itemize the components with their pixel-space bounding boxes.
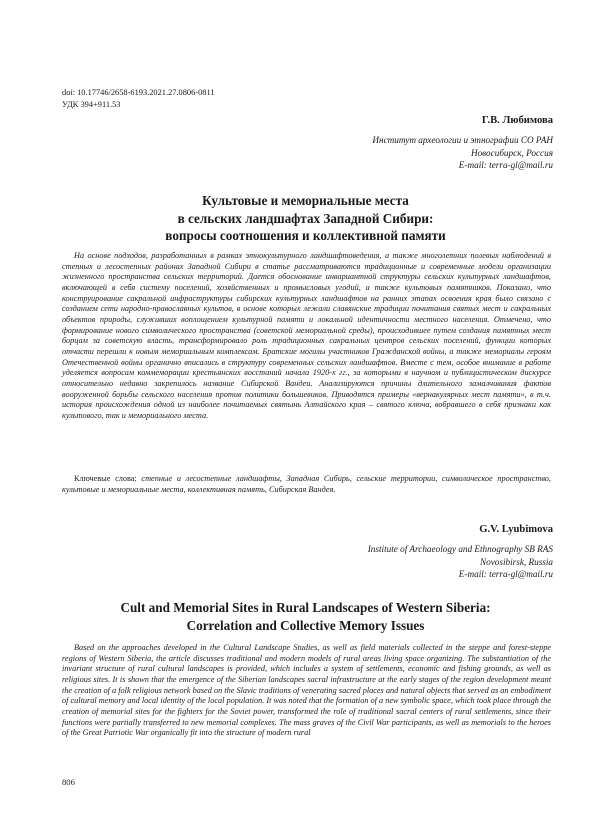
udk-text: УДК 394+911.53 [62, 100, 121, 109]
author-name-ru: Г.В. Любимова [481, 115, 553, 126]
affiliation-city-en: Novosibirsk, Russia [480, 556, 553, 567]
affiliation-email-ru[interactable]: E-mail: terra-gl@mail.ru [458, 160, 553, 171]
affiliation-en [368, 543, 553, 581]
affiliation-institute-en: Institute of Archaeology and Ethnography SB RAS [367, 544, 553, 554]
page-number: 806 [62, 777, 75, 787]
title-line: Культовые и мемориальные места [202, 193, 409, 208]
abstract-ru: На основе подходов, разработанных в рамках этнокультурного ландшафтоведения, а также многолетних полевых наблюдений в степных и лесостепных районах Западной Сибири в статье рассматриваются традиционные и современные модели организации жизненного пространства сельских территорий. Дается обоснование инвариантной структуры сельских культурных ландшафтов, включающей в себя систему поселений, хозяйственных и промысловых угодий, а также культовых памятников. Показано, что конструирование сакральной инфраструктуры сибирских культурных ландшафтов на ранних этапах освоения края было связано с созданием сети народно-православных культов, в основе которых лежали славянские традиции почитания святых мест и сакральных объектов природы, служивших воплощением культурной памяти и локальной идентичности местного населения. Отмечено, что формирование нового символического пространства (советской мемориальной среды), происходившее путем создания памятных мест борцам за советскую власть, трансформировало роль традиционных сакральных центров сельских поселений, функции которых отчасти перешли к новым мемориальным комплексам. Братские могилы участников Гражданской войны, а также мемориалы героям Отечественной войны органично вписались в структуру современных сельских ландшафтов. Вместе с тем, особое внимание в работе уделяется вопросам коммеморации крестьянских восстаний начала 1920-х гг., за которыми в научном и публицистическом дискурсе относительно недавно закрепилось название Сибирской Вандеи. Анализируются причины длительного замалчивания фактов вооруженной борьбы сельского населения против политики большевиков. Приводятся примеры «вернакулярных мест памяти», в т.ч. история происхождения одной из наиболее почитаемых святынь Алтайского края – святого ключа, вобравшего в себя признаки как культового, так и мемориального места. [62, 251, 551, 420]
article-meta [62, 87, 215, 111]
affiliation-institute-ru: Институт археологии и этнографии СО РАН [372, 135, 553, 145]
keywords-label: Ключевые слова: [74, 474, 137, 483]
keywords-ru [62, 474, 551, 495]
author-name-en: G.V. Lyubimova [479, 524, 553, 535]
abstract-en: Based on the approaches developed in the Cultural Landscape Studies, as well as field materials collected in the steppe and forest-steppe regions of Western Siberia, the article discusses traditional and modern models of rural areas living space organizing. The substantiation of the invariant structure of rural cultural landscapes is provided, which includes a system of settlements, economic and fishing grounds, as well as religious sites. It is shown that the emergence of the Siberian landscapes sacral infrastructure at the early stages of the region development meant the creation of a folk religious network based on the Slavic traditions of venerating sacred places and natural objects that served as an embodiment of cultural memory and local identity of the local population. It was noted that the formation of a new symbolic space, which took place through the creation of memorial sites for the fighters for the Soviet power, transformed the role of traditional sacral centers of rural settlements, since their functions were partially transferred to new memorial complexes. The mass graves of the Civil War participants, as well as memorials to the heroes of the Great Patriotic War organically fit into the structure of modern rural [62, 643, 551, 738]
article-title-ru [40, 192, 571, 245]
affiliation-email-en[interactable]: E-mail: terra-gl@mail.ru [458, 569, 553, 580]
affiliation-city-ru: Новосибирск, Россия [470, 147, 553, 158]
article-title-en [40, 599, 571, 634]
doi-text[interactable]: doi: 10.17746/2658-6193.2021.27.0806-0811 [62, 88, 215, 97]
title-line: вопросы соотношения и коллективной памяти [165, 228, 446, 244]
title-line: Cult and Memorial Sites in Rural Landscapes of Western Siberia: [120, 600, 491, 615]
title-line: Correlation and Collective Memory Issues [186, 617, 425, 633]
affiliation-ru [372, 134, 553, 172]
keywords-text: степные и лесостепные ландшафты, Западная Сибирь, сельские территории, символическое пространство, культовые и мемориальные места, коллективная память, Сибирская Вандея. [62, 474, 551, 494]
title-line: в сельских ландшафтах Западной Сибири: [177, 210, 434, 226]
